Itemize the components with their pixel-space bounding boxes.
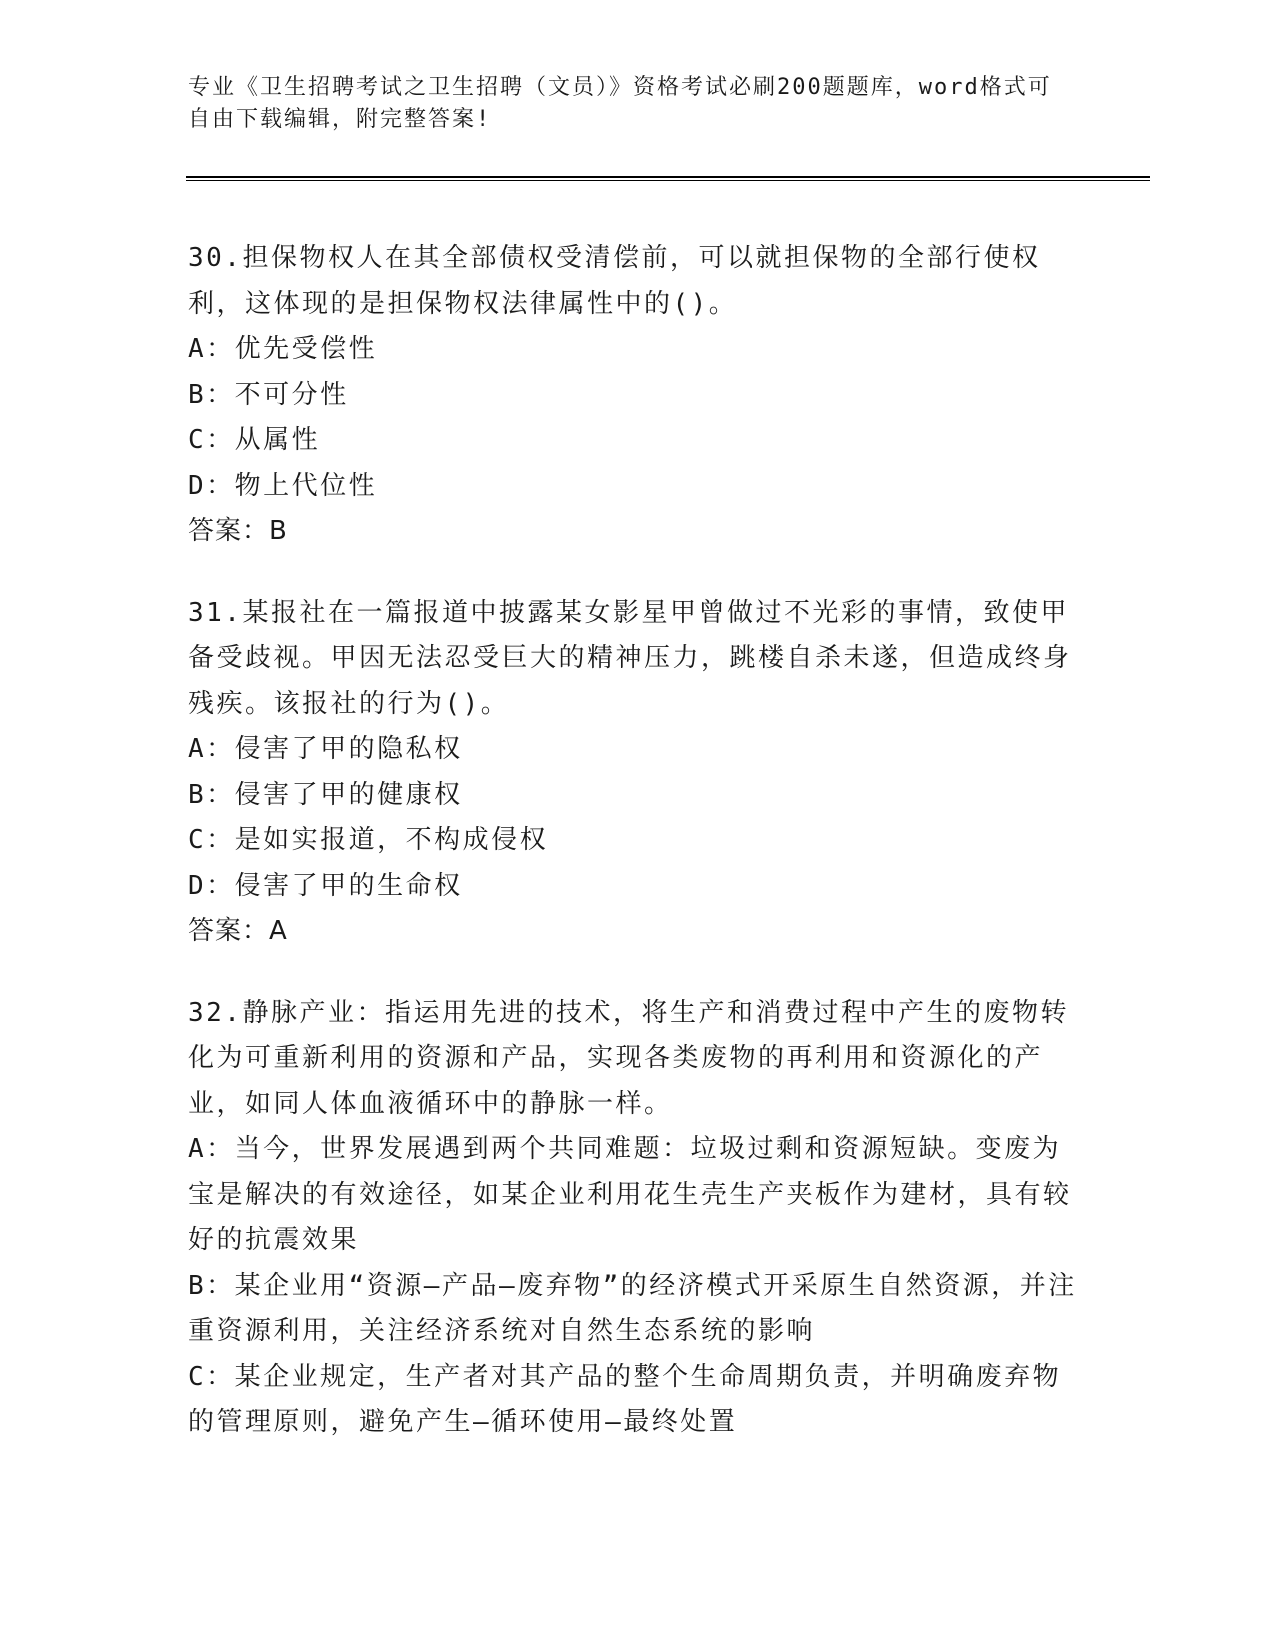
question-text: 32.静脉产业：指运用先进的技术，将生产和消费过程中产生的废物转化为可重新利用的资源和产品，实现各类废物的再利用和资源化的产业，如同人体血液循环中的静脉一样。: [188, 997, 1069, 1119]
answer-label: 答案：A: [188, 916, 288, 946]
question-text: 31.某报社在一篇报道中披露某女影星甲曾做过不光彩的事情，致使甲备受歧视。甲因无法忍受巨大的精神压力，跳楼自杀未遂，但造成终身残疾。该报社的行为()。: [188, 597, 1072, 719]
header-divider: [186, 176, 1150, 181]
question-item: [188, 236, 1088, 555]
question-text: 30.担保物权人在其全部债权受清偿前，可以就担保物的全部行使权利，这体现的是担保物权法律属性中的()。: [188, 243, 1041, 319]
question-item: [188, 591, 1088, 955]
option-c: C：某企业规定，生产者对其产品的整个生命周期负责，并明确废弃物的管理原则，避免产生—循环使用—最终处置: [188, 1361, 1062, 1437]
option-a: A：当今，世界发展遇到两个共同难题：垃圾过剩和资源短缺。变废为宝是解决的有效途径，如某企业利用花生壳生产夹板作为建材，具有较好的抗震效果: [188, 1134, 1072, 1255]
header-title: 专业《卫生招聘考试之卫生招聘（文员）》资格考试必刷200题题库，word格式可自由下载编辑，附完整答案!: [188, 75, 1052, 132]
option-d: D：物上代位性: [188, 470, 378, 501]
option-a: A：优先受偿性: [188, 334, 378, 364]
document-header: [188, 72, 1068, 136]
option-a: A：侵害了甲的隐私权: [188, 734, 463, 764]
question-item: [188, 991, 1088, 1446]
option-b: B：不可分性: [188, 379, 349, 410]
option-d: D：侵害了甲的生命权: [188, 870, 463, 901]
option-c: C：从属性: [188, 425, 321, 455]
option-b: B：某企业用“资源—产品—废弃物”的经济模式开采原生自然资源，并注重资源利用，关注经济系统对自然生态系统的影响: [188, 1270, 1077, 1346]
option-c: C：是如实报道，不构成侵权: [188, 825, 549, 855]
question-list: [188, 236, 1088, 1482]
answer-label: 答案：B: [188, 516, 288, 546]
option-b: B：侵害了甲的健康权: [188, 779, 463, 810]
